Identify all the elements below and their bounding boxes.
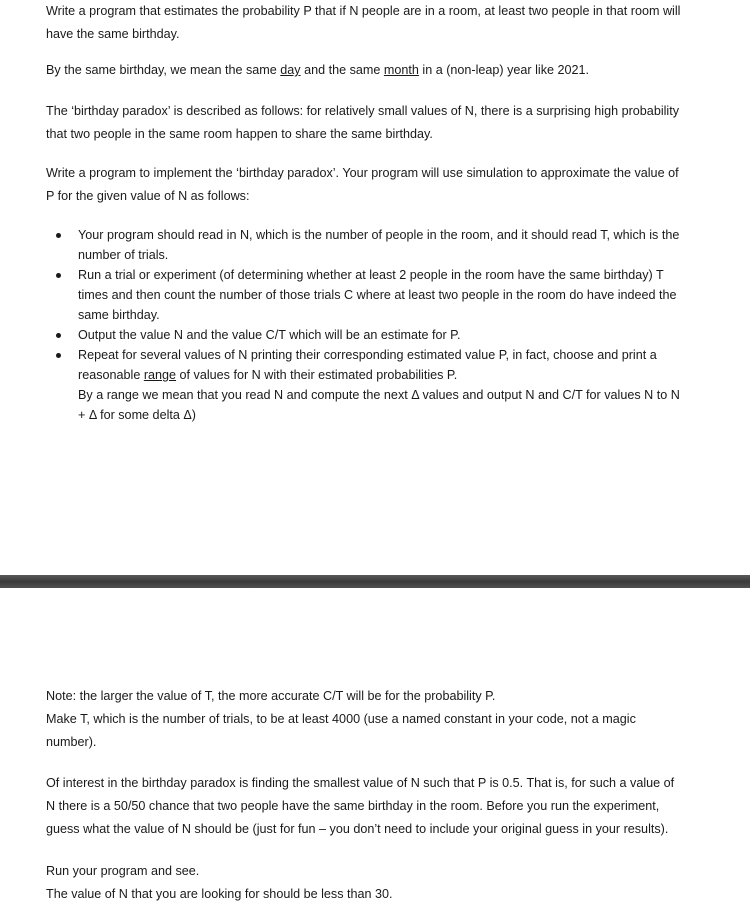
same-birthday-definition [46, 59, 686, 82]
document-page-2 [0, 588, 750, 921]
list-item-text: Your program should read in N, which is the number of people in the room, and it should read T, which is the number of trials. [78, 228, 680, 262]
requirements-list [46, 225, 686, 425]
underlined-day: day [280, 63, 301, 77]
run-program-line: Run your program and see. [46, 864, 200, 878]
list-item [46, 225, 686, 265]
underlined-month: month [383, 63, 419, 77]
intro-paragraph: Write a program that estimates the probability P that if N people are in a room, at least two people in that room will have the same birthday. [46, 4, 681, 41]
list-item-text: Repeat for several values of N printing their corresponding estimated value P, in fact, choose and print a reasonable [78, 348, 657, 382]
note-paragraph: Note: the larger the value of T, the more accurate C/T will be for the probability P. [46, 689, 496, 703]
list-item-text: By a range we mean that you read N and compute the next Δ values and output N and C/T for values N to N + Δ for some delta Δ) [78, 388, 680, 422]
interest-paragraph: Of interest in the birthday paradox is finding the smallest value of N such that P is 0.5. That is, for such a value of N there is a 50/50 chance that two people have the same birthday in the room. Before you run the experiment, guess what the value of N should be (just for fun – you don’t need to include your original guess in your results). [46, 776, 675, 836]
bullet-icon [56, 353, 61, 358]
list-item [46, 345, 686, 425]
text-span: By the same birthday, we mean the same [46, 63, 281, 77]
page-divider [0, 575, 750, 588]
list-item-text: Run a trial or experiment (of determining whether at least 2 people in the room have the same birthday) T times and then count the number of those trials C where at least two people in the room do have indeed the same birthday. [78, 268, 677, 322]
bullet-icon [56, 333, 61, 338]
implement-instructions: Write a program to implement the ‘birthday paradox’. Your program will use simulation to approximate the value of P for the given value of N as follows: [46, 166, 679, 203]
bullet-icon [56, 273, 61, 278]
list-item [46, 325, 686, 345]
trials-paragraph: Make T, which is the number of trials, to be at least 4000 (use a named constant in your code, not a magic number). [46, 712, 636, 749]
underlined-range: range [143, 368, 177, 382]
text-span: in a (non-leap) year like 2021. [418, 63, 590, 77]
text-span: and the same [300, 63, 384, 77]
expected-value-line: The value of N that you are looking for should be less than 30. [46, 887, 393, 901]
bullet-icon [56, 233, 61, 238]
paradox-description: The ‘birthday paradox’ is described as follows: for relatively small values of N, there is a surprising high probability that two people in the same room happen to share the same birthday. [46, 104, 680, 141]
list-item [46, 265, 686, 325]
list-item-text: of values for N with their estimated probabilities P. [176, 368, 458, 382]
list-item-text: Output the value N and the value C/T which will be an estimate for P. [78, 328, 461, 342]
